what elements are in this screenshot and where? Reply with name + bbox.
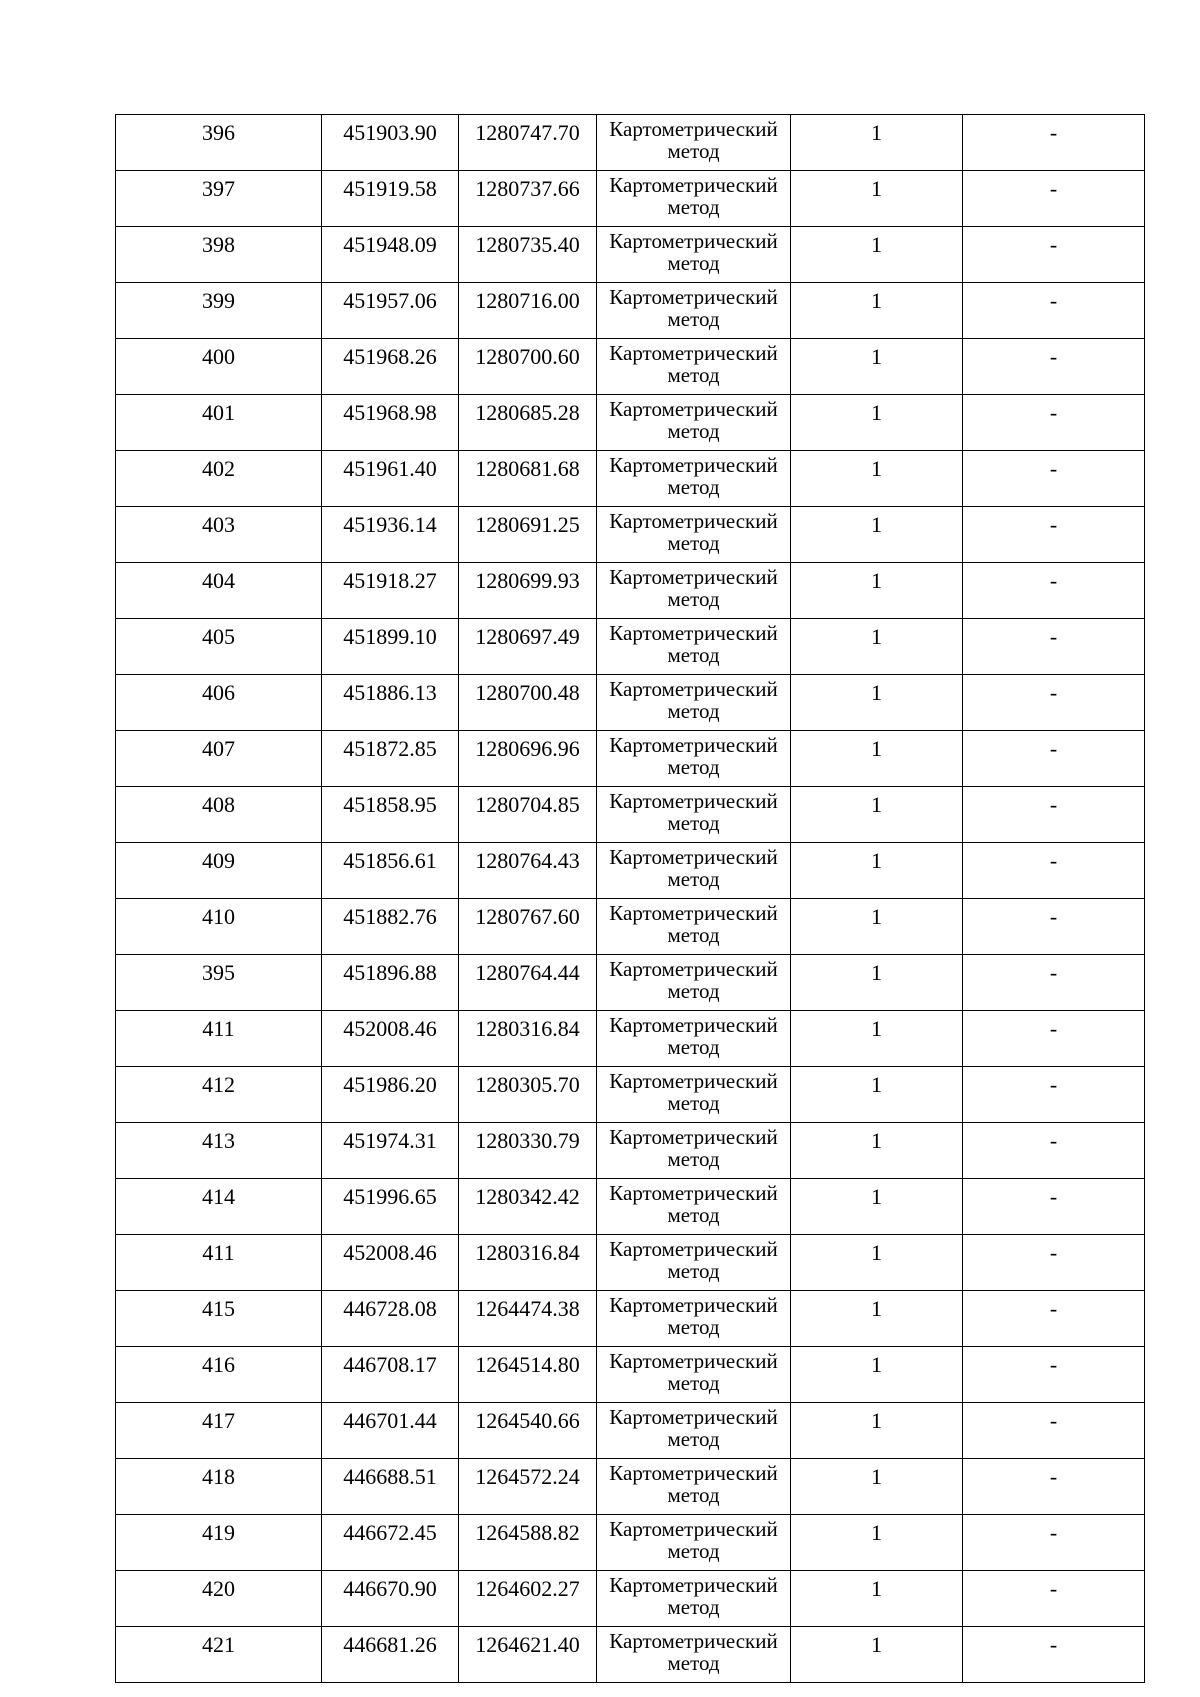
point-number-cell: 401 [116,395,322,451]
table-row [116,1123,1145,1179]
note-cell: - [963,507,1145,563]
point-number-cell: 418 [116,1459,322,1515]
y-coordinate-cell: 1280747.70 [459,115,597,171]
x-coordinate-cell: 452008.46 [322,1011,459,1067]
accuracy-cell: 1 [791,283,963,339]
table-row [116,1515,1145,1571]
note-cell: - [963,843,1145,899]
coordinates-table [115,114,1145,1683]
note-cell: - [963,1179,1145,1235]
table-row [116,171,1145,227]
method-cell [597,1347,791,1403]
x-coordinate-cell: 451896.88 [322,955,459,1011]
x-coordinate-cell: 451918.27 [322,563,459,619]
y-coordinate-cell: 1280699.93 [459,563,597,619]
y-coordinate-cell: 1280681.68 [459,451,597,507]
y-coordinate-cell: 1280716.00 [459,283,597,339]
method-cell [597,955,791,1011]
method-line-1: Картометрический [609,229,778,253]
method-line-2: метод [667,1427,720,1451]
accuracy-cell: 1 [791,115,963,171]
x-coordinate-cell: 446681.26 [322,1627,459,1683]
y-coordinate-cell: 1280696.96 [459,731,597,787]
accuracy-cell: 1 [791,955,963,1011]
note-cell: - [963,1459,1145,1515]
accuracy-cell: 1 [791,731,963,787]
note-cell: - [963,395,1145,451]
point-number-cell: 412 [116,1067,322,1123]
method-cell [597,451,791,507]
method-cell [597,1235,791,1291]
method-line-1: Картометрический [609,733,778,757]
method-line-1: Картометрический [609,1293,778,1317]
note-cell: - [963,339,1145,395]
x-coordinate-cell: 451961.40 [322,451,459,507]
method-cell [597,899,791,955]
method-cell [597,1011,791,1067]
method-line-2: метод [667,867,720,891]
table-row [116,843,1145,899]
note-cell: - [963,451,1145,507]
method-line-2: метод [667,1371,720,1395]
note-cell: - [963,1291,1145,1347]
point-number-cell: 411 [116,1011,322,1067]
method-cell [597,227,791,283]
x-coordinate-cell: 452008.46 [322,1235,459,1291]
y-coordinate-cell: 1280764.43 [459,843,597,899]
method-cell [597,115,791,171]
x-coordinate-cell: 451948.09 [322,227,459,283]
point-number-cell: 398 [116,227,322,283]
note-cell: - [963,619,1145,675]
method-line-1: Картометрический [609,285,778,309]
y-coordinate-cell: 1280316.84 [459,1011,597,1067]
method-cell [597,1123,791,1179]
table-row [116,1459,1145,1515]
point-number-cell: 417 [116,1403,322,1459]
method-cell [597,1179,791,1235]
note-cell: - [963,1347,1145,1403]
table-row [116,899,1145,955]
table-row [116,1011,1145,1067]
y-coordinate-cell: 1280700.60 [459,339,597,395]
point-number-cell: 416 [116,1347,322,1403]
method-cell [597,787,791,843]
table-row [116,731,1145,787]
table-row [116,115,1145,171]
method-cell [597,731,791,787]
method-line-2: метод [667,251,720,275]
method-line-1: Картометрический [609,845,778,869]
accuracy-cell: 1 [791,563,963,619]
accuracy-cell: 1 [791,1067,963,1123]
method-line-1: Картометрический [609,1181,778,1205]
method-line-1: Картометрический [609,901,778,925]
y-coordinate-cell: 1264588.82 [459,1515,597,1571]
table-row [116,563,1145,619]
table-row [116,451,1145,507]
note-cell: - [963,1627,1145,1683]
note-cell: - [963,1403,1145,1459]
method-line-2: метод [667,1539,720,1563]
table-row [116,1571,1145,1627]
note-cell: - [963,675,1145,731]
method-line-1: Картометрический [609,1013,778,1037]
method-cell [597,507,791,563]
method-cell [597,171,791,227]
table-row [116,283,1145,339]
method-cell [597,1627,791,1683]
method-line-2: метод [667,1259,720,1283]
x-coordinate-cell: 451919.58 [322,171,459,227]
method-line-1: Картометрический [609,1125,778,1149]
point-number-cell: 410 [116,899,322,955]
x-coordinate-cell: 451872.85 [322,731,459,787]
y-coordinate-cell: 1280700.48 [459,675,597,731]
method-line-1: Картометрический [609,1461,778,1485]
x-coordinate-cell: 451968.26 [322,339,459,395]
method-line-1: Картометрический [609,509,778,533]
accuracy-cell: 1 [791,1459,963,1515]
x-coordinate-cell: 451936.14 [322,507,459,563]
y-coordinate-cell: 1280764.44 [459,955,597,1011]
point-number-cell: 413 [116,1123,322,1179]
accuracy-cell: 1 [791,675,963,731]
method-line-2: метод [667,1203,720,1227]
table-row [116,1291,1145,1347]
x-coordinate-cell: 451858.95 [322,787,459,843]
method-cell [597,395,791,451]
method-line-1: Картометрический [609,1237,778,1261]
y-coordinate-cell: 1264514.80 [459,1347,597,1403]
note-cell: - [963,731,1145,787]
note-cell: - [963,563,1145,619]
note-cell: - [963,955,1145,1011]
method-line-2: метод [667,1483,720,1507]
y-coordinate-cell: 1280737.66 [459,171,597,227]
point-number-cell: 419 [116,1515,322,1571]
method-line-1: Картометрический [609,621,778,645]
table-row [116,1403,1145,1459]
point-number-cell: 421 [116,1627,322,1683]
method-line-2: метод [667,1091,720,1115]
point-number-cell: 402 [116,451,322,507]
table-row [116,1347,1145,1403]
accuracy-cell: 1 [791,1515,963,1571]
accuracy-cell: 1 [791,1291,963,1347]
point-number-cell: 403 [116,507,322,563]
method-cell [597,283,791,339]
x-coordinate-cell: 451957.06 [322,283,459,339]
accuracy-cell: 1 [791,899,963,955]
method-line-1: Картометрический [609,341,778,365]
y-coordinate-cell: 1264474.38 [459,1291,597,1347]
table-row [116,675,1145,731]
x-coordinate-cell: 451886.13 [322,675,459,731]
x-coordinate-cell: 451968.98 [322,395,459,451]
point-number-cell: 409 [116,843,322,899]
method-line-1: Картометрический [609,677,778,701]
method-cell [597,1571,791,1627]
y-coordinate-cell: 1280735.40 [459,227,597,283]
method-line-1: Картометрический [609,1629,778,1653]
method-line-2: метод [667,1595,720,1619]
x-coordinate-cell: 451882.76 [322,899,459,955]
y-coordinate-cell: 1280767.60 [459,899,597,955]
method-line-1: Картометрический [609,173,778,197]
accuracy-cell: 1 [791,619,963,675]
accuracy-cell: 1 [791,787,963,843]
method-line-1: Картометрический [609,1069,778,1093]
x-coordinate-cell: 446701.44 [322,1403,459,1459]
method-line-2: метод [667,531,720,555]
method-line-1: Картометрический [609,957,778,981]
method-line-2: метод [667,699,720,723]
method-line-1: Картометрический [609,1573,778,1597]
point-number-cell: 404 [116,563,322,619]
method-line-2: метод [667,307,720,331]
table-row [116,1627,1145,1683]
table-row [116,227,1145,283]
table-row [116,619,1145,675]
note-cell: - [963,115,1145,171]
point-number-cell: 414 [116,1179,322,1235]
method-cell [597,1403,791,1459]
x-coordinate-cell: 451986.20 [322,1067,459,1123]
table-row [116,339,1145,395]
accuracy-cell: 1 [791,507,963,563]
point-number-cell: 405 [116,619,322,675]
table-row [116,1179,1145,1235]
note-cell: - [963,1011,1145,1067]
method-cell [597,1291,791,1347]
x-coordinate-cell: 446670.90 [322,1571,459,1627]
note-cell: - [963,171,1145,227]
point-number-cell: 400 [116,339,322,395]
method-line-2: метод [667,643,720,667]
method-line-2: метод [667,1035,720,1059]
method-line-1: Картометрический [609,397,778,421]
accuracy-cell: 1 [791,339,963,395]
accuracy-cell: 1 [791,1347,963,1403]
accuracy-cell: 1 [791,171,963,227]
method-line-2: метод [667,923,720,947]
x-coordinate-cell: 451899.10 [322,619,459,675]
method-line-1: Картометрический [609,565,778,589]
y-coordinate-cell: 1280305.70 [459,1067,597,1123]
method-line-1: Картометрический [609,453,778,477]
point-number-cell: 415 [116,1291,322,1347]
note-cell: - [963,899,1145,955]
point-number-cell: 399 [116,283,322,339]
y-coordinate-cell: 1264621.40 [459,1627,597,1683]
y-coordinate-cell: 1280697.49 [459,619,597,675]
method-line-1: Картометрический [609,1517,778,1541]
point-number-cell: 408 [116,787,322,843]
method-line-1: Картометрический [609,1405,778,1429]
point-number-cell: 420 [116,1571,322,1627]
method-cell [597,619,791,675]
method-cell [597,1515,791,1571]
accuracy-cell: 1 [791,395,963,451]
table-row [116,507,1145,563]
y-coordinate-cell: 1264572.24 [459,1459,597,1515]
point-number-cell: 407 [116,731,322,787]
x-coordinate-cell: 451996.65 [322,1179,459,1235]
coordinates-table-body [116,115,1145,1683]
note-cell: - [963,1515,1145,1571]
method-line-1: Картометрический [609,1349,778,1373]
method-cell [597,563,791,619]
point-number-cell: 395 [116,955,322,1011]
y-coordinate-cell: 1280330.79 [459,1123,597,1179]
method-line-2: метод [667,755,720,779]
method-line-2: метод [667,587,720,611]
method-cell [597,675,791,731]
table-row [116,395,1145,451]
accuracy-cell: 1 [791,1179,963,1235]
y-coordinate-cell: 1280316.84 [459,1235,597,1291]
method-line-2: метод [667,139,720,163]
x-coordinate-cell: 451974.31 [322,1123,459,1179]
note-cell: - [963,283,1145,339]
method-line-2: метод [667,1315,720,1339]
method-line-1: Картометрический [609,117,778,141]
point-number-cell: 411 [116,1235,322,1291]
y-coordinate-cell: 1280691.25 [459,507,597,563]
method-line-2: метод [667,1147,720,1171]
accuracy-cell: 1 [791,1235,963,1291]
note-cell: - [963,1235,1145,1291]
table-row [116,1067,1145,1123]
x-coordinate-cell: 446672.45 [322,1515,459,1571]
note-cell: - [963,227,1145,283]
accuracy-cell: 1 [791,843,963,899]
y-coordinate-cell: 1280685.28 [459,395,597,451]
x-coordinate-cell: 446708.17 [322,1347,459,1403]
accuracy-cell: 1 [791,1403,963,1459]
table-row [116,1235,1145,1291]
y-coordinate-cell: 1280704.85 [459,787,597,843]
accuracy-cell: 1 [791,227,963,283]
method-line-2: метод [667,195,720,219]
accuracy-cell: 1 [791,1627,963,1683]
method-line-1: Картометрический [609,789,778,813]
point-number-cell: 396 [116,115,322,171]
x-coordinate-cell: 446688.51 [322,1459,459,1515]
note-cell: - [963,1123,1145,1179]
method-cell [597,843,791,899]
note-cell: - [963,787,1145,843]
accuracy-cell: 1 [791,1571,963,1627]
method-cell [597,339,791,395]
method-line-2: метод [667,475,720,499]
accuracy-cell: 1 [791,451,963,507]
accuracy-cell: 1 [791,1011,963,1067]
method-cell [597,1067,791,1123]
x-coordinate-cell: 451856.61 [322,843,459,899]
y-coordinate-cell: 1264540.66 [459,1403,597,1459]
method-line-2: метод [667,811,720,835]
x-coordinate-cell: 446728.08 [322,1291,459,1347]
method-line-2: метод [667,979,720,1003]
method-line-2: метод [667,363,720,387]
x-coordinate-cell: 451903.90 [322,115,459,171]
table-row [116,787,1145,843]
note-cell: - [963,1571,1145,1627]
accuracy-cell: 1 [791,1123,963,1179]
point-number-cell: 397 [116,171,322,227]
method-line-2: метод [667,1651,720,1675]
note-cell: - [963,1067,1145,1123]
method-line-2: метод [667,419,720,443]
table-row [116,955,1145,1011]
y-coordinate-cell: 1280342.42 [459,1179,597,1235]
y-coordinate-cell: 1264602.27 [459,1571,597,1627]
method-cell [597,1459,791,1515]
point-number-cell: 406 [116,675,322,731]
